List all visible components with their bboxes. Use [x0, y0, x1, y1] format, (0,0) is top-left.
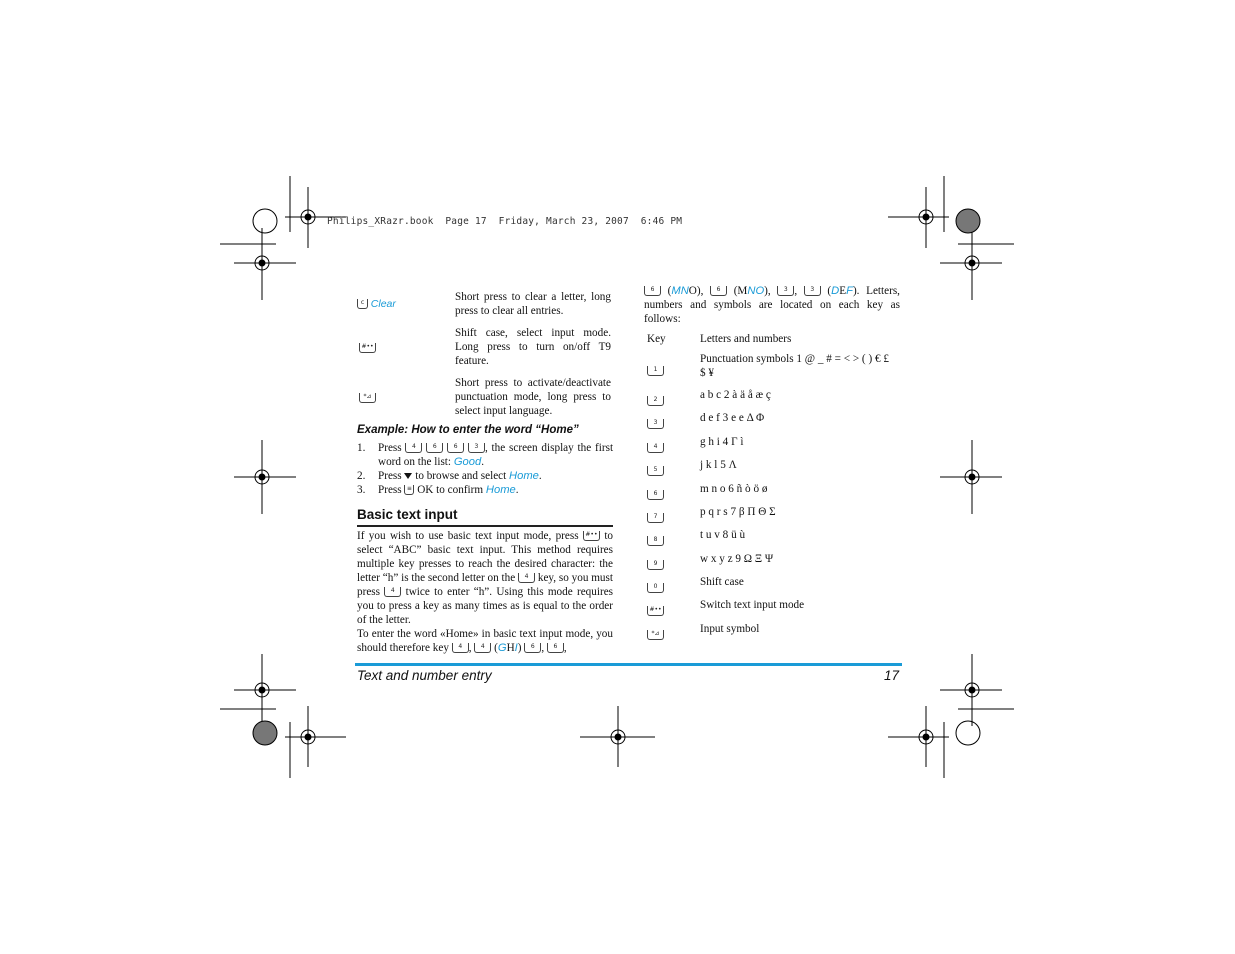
key-4-icon: 4 [452, 643, 469, 653]
table-key-7 [647, 507, 664, 526]
star-key-cell [359, 391, 376, 405]
key-6-icon: 6 [644, 286, 661, 296]
text: key, so you must press [357, 572, 613, 598]
clear-key-icon: c [357, 299, 368, 309]
clear-key-cell [357, 297, 396, 311]
example-heading: Example: How to enter the word “Home” [357, 424, 579, 436]
key-4-icon: 4 [474, 643, 491, 653]
key-3-icon: 3 [804, 286, 821, 296]
hash-key-desc: Shift case, select input mode. Long press to turn on/off T9 feature. [455, 327, 611, 367]
table-val-7: p q r s 7 β Π Θ Σ [700, 506, 776, 518]
letters-no: NO [747, 285, 765, 297]
key-2-icon: 2 [647, 396, 664, 406]
table-val-8: t u v 8 ü ù [700, 529, 746, 541]
section-rule [357, 525, 613, 527]
key-4-icon: 4 [518, 573, 535, 583]
key-1-icon: 1 [647, 366, 664, 376]
table-key-hash [647, 600, 664, 619]
table-header-letters: Letters and numbers [700, 333, 792, 345]
key-6-icon: 6 [647, 490, 664, 500]
footer-rule [355, 663, 902, 666]
letters-mn: MN [671, 285, 689, 297]
table-val-9: w x y z 9 Ω Ξ Ψ [700, 553, 774, 565]
table-val-4: g h i 4 Γ ì [700, 436, 744, 448]
letter-f: F [846, 285, 853, 297]
letter-m: M [737, 285, 748, 297]
step-post: , the screen display the first word on the list: [378, 442, 614, 468]
word-home: Home [509, 470, 539, 482]
step-end: . [515, 484, 519, 496]
table-key-5 [647, 460, 664, 479]
example-step-3 [357, 483, 613, 497]
text: to select “ABC” basic text input. This method requires multiple key presses to reach the desired character: the letter “h” is the second letter on the [357, 530, 614, 584]
key-8-icon: 8 [647, 536, 664, 546]
step-text [378, 441, 613, 469]
text: ). Letters, numbers and symbols are located on each key as follows: [644, 285, 900, 325]
step-pre: Press [378, 470, 402, 482]
step-mid: to browse and select [415, 470, 507, 482]
hash-key-cell [359, 341, 376, 355]
step-pre: Press [378, 484, 402, 496]
footer-section-title: Text and number entry [357, 668, 492, 683]
page-number: 17 [884, 668, 900, 683]
key-3-icon: 3 [468, 443, 485, 453]
step-end: . [481, 456, 484, 468]
letter-g: G [497, 642, 507, 654]
key-3-icon: 3 [647, 419, 664, 429]
table-val-hash: Switch text input mode [700, 599, 805, 611]
basic-paragraph-2: To enter the word «Home» in basic text input mode, you should therefore key 4 , 4 (GHI) 6 , 6 , [357, 628, 613, 654]
key-4-icon: 4 [647, 443, 664, 453]
key-6-icon: 6 [524, 643, 541, 653]
book-header: Philips_XRazr.book Page 17 Friday, March 23, 2007 6:46 PM [327, 216, 683, 227]
key-4-icon: 4 [405, 443, 422, 453]
table-val-3: d e f 3 e e Δ Φ [700, 412, 765, 424]
table-key-9 [647, 554, 664, 573]
example-step-2 [357, 469, 613, 483]
step-text [378, 469, 613, 483]
key-3-icon: 3 [777, 286, 794, 296]
clear-label: Clear [370, 298, 396, 310]
key-9-icon: 9 [647, 560, 664, 570]
step-pre: Press [378, 442, 402, 454]
text: If you wish to use basic text input mode, press [357, 530, 579, 542]
table-header-key: Key [647, 333, 666, 345]
step-end: . [538, 470, 542, 482]
key-0-icon: 0 [647, 583, 664, 593]
letter-i: I [514, 642, 518, 654]
letter-h: H [506, 642, 515, 654]
key-6-icon: 6 [426, 443, 443, 453]
letter-o: O [688, 285, 697, 297]
word-home: Home [485, 484, 516, 496]
table-key-6 [647, 484, 664, 503]
table-key-2 [647, 390, 664, 409]
letter-d: D [831, 285, 840, 297]
letter-e: E [839, 285, 847, 297]
star-key-desc: Short press to activate/deactivate punctuation mode, long press to select input language. [455, 377, 611, 417]
hash-key-icon: #•• [583, 531, 600, 541]
table-val-0: Shift case [700, 576, 744, 588]
table-val-2: a b c 2 à ä å æ ç [700, 389, 771, 401]
down-arrow-icon [404, 473, 412, 479]
table-key-8 [647, 530, 664, 549]
star-key-icon: *⊿ [647, 630, 664, 640]
step-number: 1. [357, 442, 366, 454]
ok-key-icon: ≡ [404, 485, 414, 495]
step-number: 3. [357, 484, 366, 496]
table-key-star [647, 624, 664, 643]
key-5-icon: 5 [647, 466, 664, 476]
key-4-icon: 4 [384, 587, 401, 597]
table-val-6: m n o 6 ñ ò ö ø [700, 483, 768, 495]
key-7-icon: 7 [647, 513, 664, 523]
hash-key-icon: #•• [647, 606, 664, 616]
step-text [378, 483, 613, 497]
clear-key-desc: Short press to clear a letter, long press to clear all entries. [455, 291, 611, 317]
star-key-icon: *⊿ [359, 393, 376, 403]
table-key-3 [647, 413, 664, 432]
table-val-5: j k l 5 Λ [700, 459, 737, 471]
text: twice to enter “h”. Using this mode requires you to press a key as many times as is equal to the order of the letter. [357, 586, 614, 626]
table-val-1: Punctuation symbols 1 @ _ # = < > ( ) € £ $ ¥ [700, 353, 889, 379]
table-key-1 [647, 360, 664, 379]
right-intro: 6 (MNO), 6 (MNO), 3 , 3 (DEF). Letters, numbers and symbols are located on each key as follows: [644, 285, 900, 325]
example-step-1 [357, 441, 613, 469]
key-6-icon: 6 [447, 443, 464, 453]
hash-key-icon: #•• [359, 343, 376, 353]
section-heading-basic-text-input: Basic text input [357, 507, 458, 522]
basic-paragraph-1 [357, 529, 613, 627]
table-key-0 [647, 577, 664, 596]
step-mid: OK to confirm [417, 484, 484, 496]
key-6-icon: 6 [710, 286, 727, 296]
text: To enter the word «Home» in basic text input mode, you should therefore key [357, 628, 613, 654]
key-6-icon: 6 [547, 643, 564, 653]
step-number: 2. [357, 470, 366, 482]
table-val-star: Input symbol [700, 623, 760, 635]
table-key-4 [647, 437, 664, 456]
word-good: Good [453, 456, 482, 468]
